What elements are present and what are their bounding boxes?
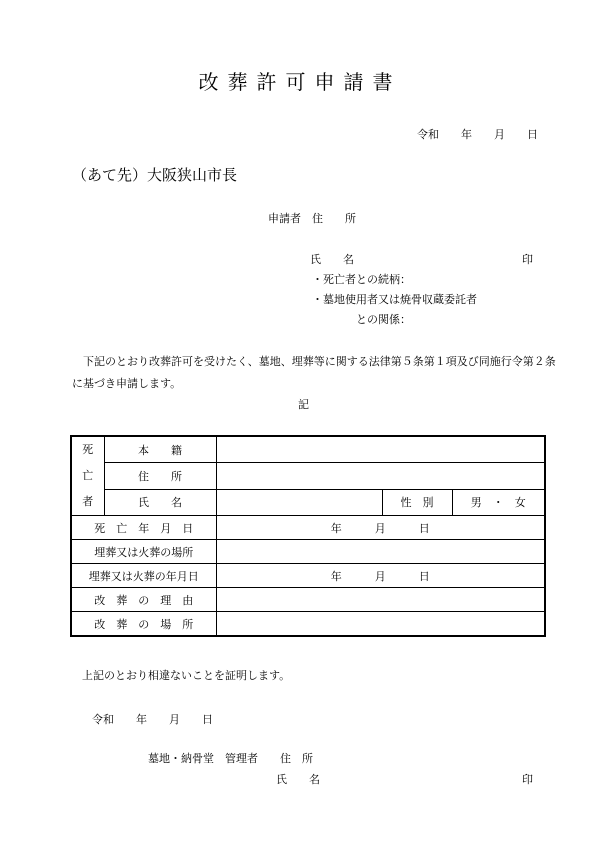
reburial-reason-field[interactable] [216, 588, 545, 612]
form-title: 改葬許可申請書 [198, 70, 402, 94]
addressee: （あて先）大阪狭山市長 [72, 166, 238, 184]
burial-place-field[interactable] [216, 540, 545, 564]
deceased-address-field[interactable] [216, 463, 545, 489]
reburial-place-field[interactable] [216, 612, 545, 637]
manager-address-label: 墓地・納骨堂 管理者 住 所 [148, 752, 313, 765]
certification-date: 令和 年 月 日 [92, 713, 213, 726]
honseki-label: 本 籍 [104, 436, 216, 463]
relation-suffix: との関係： [356, 313, 411, 326]
burial-date-field[interactable]: 年 月 日 [216, 564, 545, 588]
burial-date-label: 埋葬又は火葬の年月日 [71, 564, 216, 588]
reburial-place-label: 改 葬 の 場 所 [71, 612, 216, 637]
ki-heading: 記 [298, 398, 309, 411]
death-date-field[interactable]: 年 月 日 [216, 516, 545, 540]
sex-options[interactable]: 男 ・ 女 [452, 489, 545, 515]
burial-place-label: 埋葬又は火葬の場所 [71, 540, 216, 564]
manager-seal: 印 [522, 773, 533, 786]
death-date-label: 死 亡 年 月 日 [71, 516, 216, 540]
relation-to-deceased: ・死亡者との続柄： [312, 273, 411, 286]
reburial-form-table [70, 435, 546, 637]
intro-line-1: 下記のとおり改葬許可を受けたく、墓地、埋葬等に関する法律第５条第１項及び同施行令第２条 [83, 355, 556, 368]
certification-text: 上記のとおり相違ないことを証明します。 [82, 669, 291, 682]
applicant-seal: 印 [522, 253, 533, 266]
manager-name-label: 氏 名 [276, 773, 320, 786]
sex-label: 性 別 [382, 489, 452, 515]
application-date: 令和 年 月 日 [417, 128, 538, 141]
intro-line-2: に基づき申請します。 [72, 377, 182, 390]
deceased-name-label: 氏 名 [104, 489, 216, 515]
deceased-name-field[interactable] [216, 489, 382, 515]
applicant-name-label: 氏 名 [310, 253, 354, 266]
grave-user-line: ・墓地使用者又は焼骨収蔵委託者 [312, 293, 477, 306]
deceased-address-label: 住 所 [104, 463, 216, 489]
reburial-reason-label: 改 葬 の 理 由 [71, 588, 216, 612]
applicant-address-label: 申請者 住 所 [268, 212, 356, 225]
honseki-field[interactable] [216, 436, 545, 463]
deceased-side-label: 死 亡 者 [71, 436, 104, 516]
